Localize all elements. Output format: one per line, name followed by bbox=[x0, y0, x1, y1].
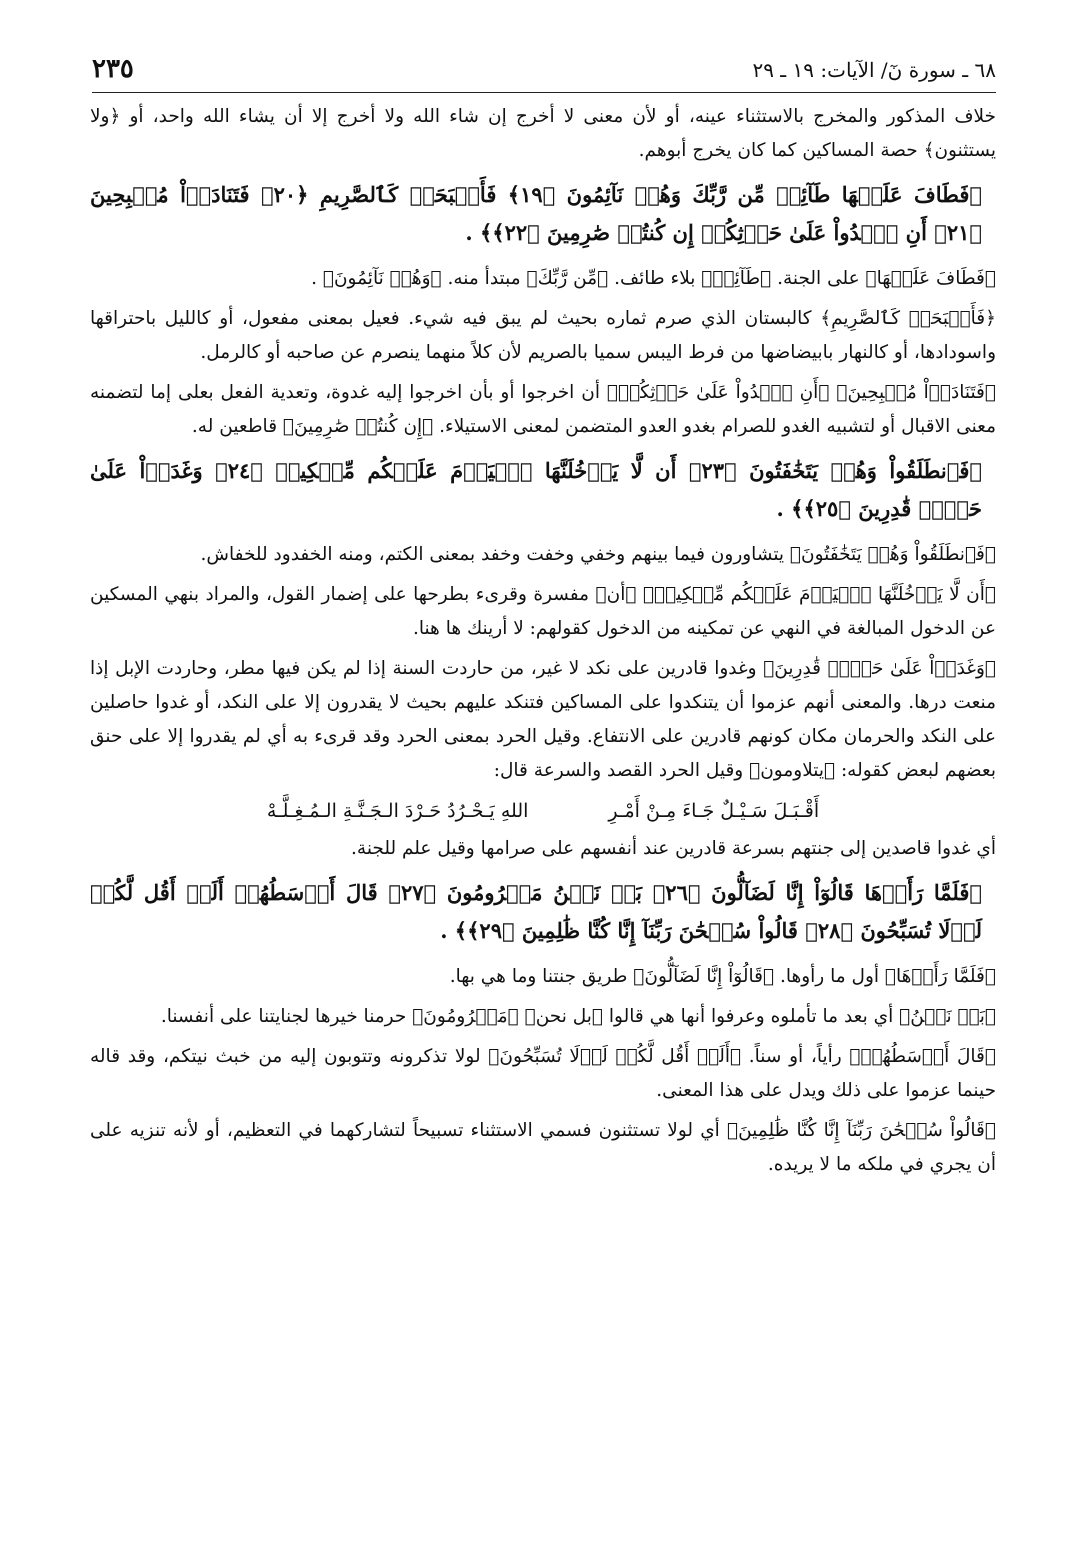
quran-verse-block: ﴿فَٱنطَلَقُواْ وَهُمۡ يَتَخَٰفَتُونَ ﴿٢٣﴾ أَن لَّا يَدۡخُلَنَّهَا ٱلۡيَوۡمَ عَلَيۡكُم مِّسۡكِينٞ ﴿٢٤﴾ وَغَدَوۡاْ عَلَىٰ حَرۡدٖ قَٰدِرِينَ ﴿٢٥﴾﴾ . bbox=[90, 458, 982, 521]
quran-verse-block: ﴿فَطَافَ عَلَيۡهَا طَآئِفٞ مِّن رَّبِّكَ وَهُمۡ نَآئِمُونَ ﴿١٩﴾ فَأَصۡبَحَتۡ كَٱلصَّرِيمِ ﴿٢٠﴾ فَتَنَادَوۡاْ مُصۡبِحِينَ ﴿٢١﴾ أَنِ ٱغۡدُواْ عَلَىٰ حَرۡثِكُمۡ إِن كُنتُمۡ صَٰرِمِينَ ﴿٢٢﴾﴾ . bbox=[90, 182, 982, 245]
quran-verse-block: ﴿فَلَمَّا رَأَوۡهَا قَالُوٓاْ إِنَّا لَضَآلُّونَ ﴿٢٦﴾ بَلۡ نَحۡنُ مَحۡرُومُونَ ﴿٢٧﴾ قَالَ أَوۡسَطُهُمۡ أَلَمۡ أَقُل لَّكُمۡ لَوۡلَا تُسَبِّحُونَ ﴿٢٨﴾ قَالُواْ سُبۡحَٰنَ رَبِّنَآ إِنَّا كُنَّا ظَٰلِمِينَ ﴿٢٩﴾﴾ . bbox=[90, 880, 983, 943]
commentary-paragraph: ﴿وَغَدَوۡاْ عَلَىٰ حَرۡدٖ قَٰدِرِينَ﴾ وغدوا قادرين على نكد لا غير، من حاردت السنة إذا لم يكن فيها مطر، وحاردت الإبل إذا منعت درها. والمعنى أنهم عزموا أن يتنكدوا على المساكين فتنكد عليهم بحيث لا يقدرون إلا على النكد، أو غدوا حاصلين على النكد والحرمان مكان كونهم قادرين على الانتفاع. وقيل الحرد بمعنى الحرد وقد قرىء به أي لم يقدروا إلا على حنق بعضهم لبعض كقوله: ﴿يتلاومون﴾ وقيل الحرد القصد والسرعة قال: bbox=[90, 658, 996, 781]
poem-hemistich-left: اللهِ يَـحْـرُدُ حَـرْدَ الـجَـنَّـةِ الـمُـغِـلَّـهْ bbox=[266, 800, 529, 822]
commentary-paragraph: ﴿فَلَمَّا رَأَوۡهَا﴾ أول ما رأوها. ﴿قَالُوٓاْ إِنَّا لَضَآلُّونَ﴾ طريق جنتنا وما هي بها. bbox=[449, 966, 996, 987]
poem-verse bbox=[90, 794, 996, 828]
poem-hemistich-right: أَقْـبَـلَ سَـيْـلٌ جَـاءَ مِـنْ أَمْـرِ bbox=[608, 800, 820, 822]
commentary-paragraph: ﴿فَٱنطَلَقُواْ وَهُمۡ يَتَخَٰفَتُونَ﴾ يتشاورون فيما بينهم وخفي وخفت وخفد بمعنى الكتم، ومنه الخفدود للخفاش. bbox=[200, 544, 996, 565]
commentary-paragraph: ﴿فَطَافَ عَلَيۡهَا﴾ على الجنة. ﴿طَآئِفٞ﴾ بلاء طائف. ﴿مِّن رَّبِّكَ﴾ مبتدأ منه. ﴿وَهُمۡ نَآئِمُونَ﴾ . bbox=[311, 268, 996, 289]
commentary-paragraph: خلاف المذكور والمخرج بالاستثناء عينه، أو لأن معنى لا أخرج إن شاء الله ولا أخرج إلا أن يشاء الله واحد، أو ﴿ولا يستثنون﴾ حصة المساكين كما كان يخرج أبوهم. bbox=[90, 106, 996, 161]
running-header bbox=[92, 52, 996, 93]
commentary-paragraph: ﴿قَالُواْ سُبۡحَٰنَ رَبِّنَآ إِنَّا كُنَّا ظَٰلِمِينَ﴾ أي لولا تستثنون فسمي الاستثناء تسبيحاً لتشاركهما في التعظيم، أو لأنه تنزيه على أن يجري في ملكه ما لا يريده. bbox=[90, 1120, 996, 1175]
page-body bbox=[90, 100, 996, 1188]
commentary-paragraph: أي غدوا قاصدين إلى جنتهم بسرعة قادرين عند أنفسهم على صرامها وقيل علم للجنة. bbox=[351, 838, 996, 859]
header-title: ٦٨ ـ سورة نٓ/ الآيات: ١٩ ـ ٢٩ bbox=[752, 58, 996, 82]
commentary-paragraph: ﴿فَتَنَادَوۡاْ مُصۡبِحِينَ﴾ ﴿أَنِ ٱغۡدُواْ عَلَىٰ حَرۡثِكُمۡ﴾ أن اخرجوا أو بأن اخرجوا إليه غدوة، وتعدية الفعل بعلى إما لتضمنه معنى الاقبال أو لتشبيه الغدو للصرام بغدو العدو المتضمن لمعنى الاستيلاء. ﴿إِن كُنتُمۡ صَٰرِمِينَ﴾ قاطعين له. bbox=[90, 382, 996, 437]
commentary-paragraph: ﴿بَلۡ نَحۡنُ﴾ أي بعد ما تأملوه وعرفوا أنها هي قالوا ﴿بل نحن﴾ ﴿مَحۡرُومُونَ﴾ حرمنا خيرها لجنايتنا على أنفسنا. bbox=[160, 1006, 996, 1027]
commentary-paragraph: ﴿فَأَصۡبَحَتۡ كَٱلصَّرِيمِ﴾ كالبستان الذي صرم ثماره بحيث لم يبق فيه شيء. فعيل بمعنى مفعول، أو كالليل باحتراقها واسودادها، أو كالنهار بابيضاضها من فرط اليبس سميا بالصريم لأن كلاً منهما ينصرم عن صاحبه أو كالرمل. bbox=[90, 308, 996, 363]
commentary-paragraph: ﴿قَالَ أَوۡسَطُهُمۡ﴾ رأياً، أو سناً. ﴿أَلَمۡ أَقُل لَّكُمۡ لَوۡلَا تُسَبِّحُونَ﴾ لولا تذكرونه وتتوبون إليه من خبث نيتكم، وقد قاله حينما عزموا على ذلك ويدل على هذا المعنى. bbox=[90, 1046, 996, 1101]
commentary-paragraph: ﴿أَن لَّا يَدۡخُلَنَّهَا ٱلۡيَوۡمَ عَلَيۡكُم مِّسۡكِينٞ﴾ ﴿أن﴾ مفسرة وقرىء بطرحها على إضمار القول، والمراد بنهي المسكين عن الدخول المبالغة في النهي عن تمكينه من الدخول كقولهم: لا أرينك ها هنا. bbox=[90, 584, 996, 639]
page-number: ٢٣٥ bbox=[92, 54, 134, 84]
